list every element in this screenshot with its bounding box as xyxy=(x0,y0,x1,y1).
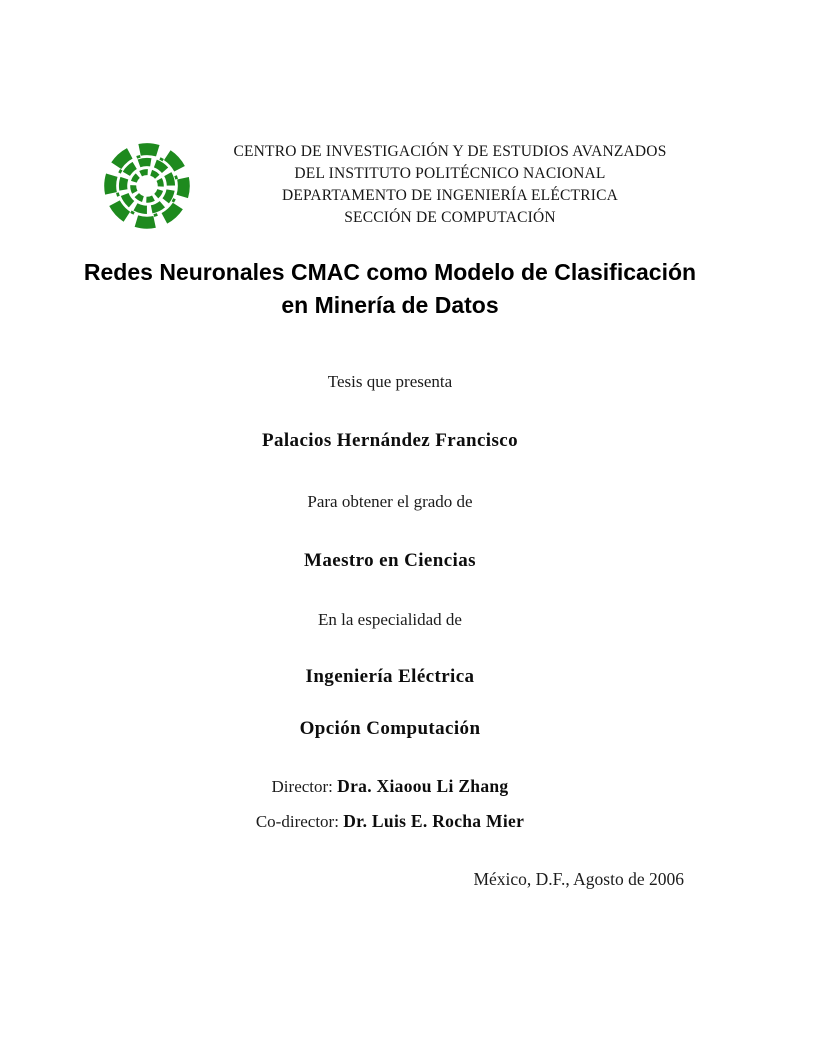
author-name: Palacios Hernández Francisco xyxy=(261,430,519,451)
directors-block xyxy=(60,769,720,839)
thesis-title-line-2: en Minería de Datos xyxy=(281,292,499,318)
codirector-line xyxy=(60,804,720,839)
cinvestav-logo-icon xyxy=(101,137,193,244)
institution-header xyxy=(195,141,705,229)
thesis-title-line-1: Redes Neuronales CMAC como Modelo de Clasificación xyxy=(83,259,697,285)
degree-name: Maestro en Ciencias xyxy=(304,550,476,571)
institution-line-3: DEPARTAMENTO DE INGENIERÍA ELÉCTRICA xyxy=(281,187,619,204)
director-line xyxy=(60,769,720,804)
director-name: Dra. Xiaoou Li Zhang xyxy=(337,776,509,796)
degree-intro: Para obtener el grado de xyxy=(307,492,473,511)
place-date: México, D.F., Agosto de 2006 xyxy=(473,869,684,889)
presents-label: Tesis que presenta xyxy=(327,372,453,391)
institution-line-1: CENTRO DE INVESTIGACIÓN Y DE ESTUDIOS AVANZADOS xyxy=(233,143,667,160)
codirector-label: Co-director: xyxy=(255,812,339,831)
institution-line-4: SECCIÓN DE COMPUTACIÓN xyxy=(344,209,556,226)
thesis-title xyxy=(60,256,720,322)
director-label: Director: xyxy=(271,777,333,796)
specialty-name: Ingeniería Eléctrica xyxy=(305,666,475,687)
codirector-name: Dr. Luis E. Rocha Mier xyxy=(343,811,525,831)
specialty-intro: En la especialidad de xyxy=(318,610,462,629)
cinvestav-logo xyxy=(101,137,193,244)
option-name: Opción Computación xyxy=(299,718,481,739)
institution-line-2: DEL INSTITUTO POLITÉCNICO NACIONAL xyxy=(294,165,606,182)
